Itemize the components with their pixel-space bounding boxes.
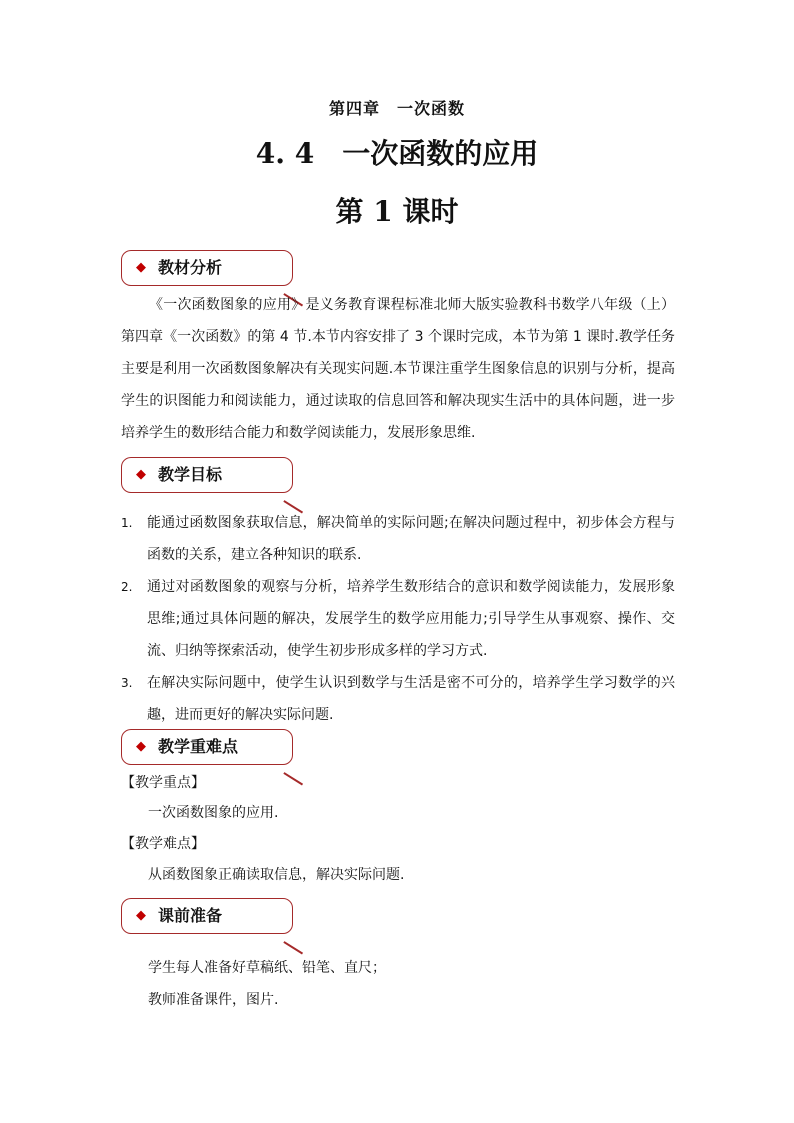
- diamond-icon: ◆: [136, 260, 146, 275]
- preparation-line-2: 教师准备课件，图片.: [148, 992, 279, 1008]
- focus-text: 一次函数图象的应用.: [148, 805, 279, 821]
- list-item-text: 通过对函数图象的观察与分析，培养学生数形结合的意识和数学阅读能力，发展形象思维;通过具体问题的解决，发展学生的数学应用能力;引导学生从事观察、操作、交流、归纳等探索活动，使学生初步形成多样的学习方式.: [147, 579, 675, 659]
- list-number: 1.: [121, 516, 133, 530]
- diamond-icon: ◆: [136, 467, 146, 482]
- section-heading-preparation: [121, 898, 293, 934]
- section-heading-analysis: [121, 250, 293, 286]
- section-label: 教材分析: [158, 258, 223, 277]
- callout-tail: [284, 772, 303, 785]
- section-label: 教学目标: [158, 465, 223, 484]
- section-label: 教学重难点: [158, 737, 239, 756]
- preparation-line-1: 学生每人准备好草稿纸、铅笔、直尺；: [148, 960, 386, 976]
- list-item: [121, 507, 675, 571]
- chapter-heading: 第四章 一次函数: [328, 99, 465, 118]
- diamond-icon: ◆: [136, 739, 146, 754]
- list-item: [121, 571, 675, 667]
- list-number: 3.: [121, 676, 133, 690]
- focus-title: 【教学重点】: [121, 775, 205, 791]
- section-heading-keypoints: [121, 729, 293, 765]
- objectives-list: [121, 507, 675, 731]
- list-item: [121, 667, 675, 731]
- difficulty-title: 【教学难点】: [121, 836, 205, 852]
- list-item-text: 在解决实际问题中，使学生认识到数学与生活是密不可分的，培养学生学习数学的兴趣，进而更好的解决实际问题.: [147, 675, 675, 723]
- lesson-title: 4. 4 一次函数的应用: [255, 137, 539, 170]
- list-item-text: 能通过函数图象获取信息，解决简单的实际问题;在解决问题过程中，初步体会方程与函数的关系，建立各种知识的联系.: [147, 515, 675, 563]
- lesson-subtitle: 第 1 课时: [335, 195, 459, 228]
- callout-tail: [284, 941, 303, 954]
- list-number: 2.: [121, 580, 133, 594]
- section-label: 课前准备: [158, 906, 223, 925]
- diamond-icon: ◆: [136, 908, 146, 923]
- difficulty-text: 从函数图象正确读取信息，解决实际问题.: [148, 867, 405, 883]
- section-heading-objectives: [121, 457, 293, 493]
- analysis-paragraph: 《一次函数图象的应用》是义务教育课程标准北师大版实验教科书数学八年级（上）第四章《一次函数》的第 4 节.本节内容安排了 3 个课时完成，本节为第 1 课时.教学任务主要是利用一次函数图象解决有关现实问题.本节课注重学生图象信息的识别与分析，提高学生的识图能力和阅读能力，通过读取的信息回答和解决现实生活中的具体问题，进一步培养学生的数形结合能力和数学阅读能力，发展形象思维.: [121, 297, 675, 441]
